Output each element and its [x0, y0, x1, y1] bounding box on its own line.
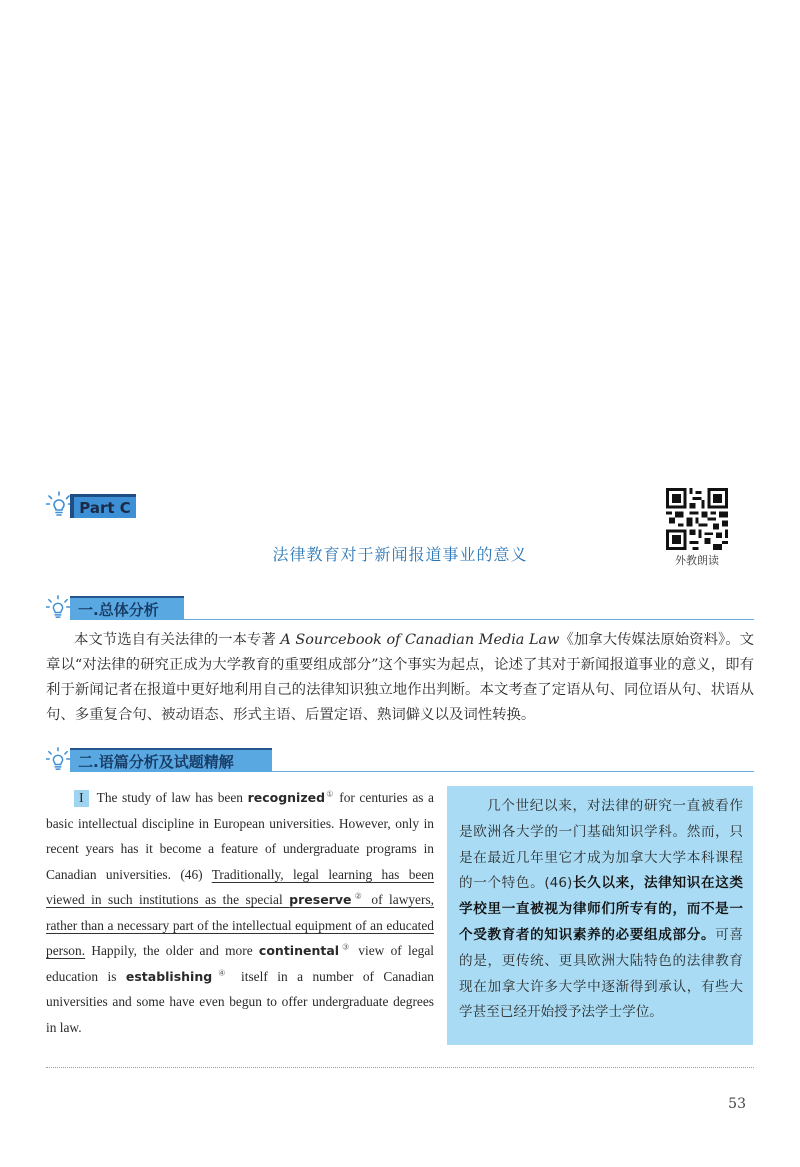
english-passage: [46, 785, 434, 1040]
section-divider: [184, 619, 754, 620]
section-heading-analysis: 二.语篇分析及试题精解: [70, 748, 272, 772]
keyword-recognized: recognized: [247, 790, 326, 805]
lightbulb-icon: [46, 491, 72, 517]
translation-box: [447, 786, 753, 1045]
translation-text: 几个世纪以来，对法律的研究一直被看作是欧洲各大学的一门基础知识学科。然而，只是在最近几年里它才成为加拿大大学本科课程的一个特色。(46): [459, 798, 743, 892]
underlined-text: Traditionally, legal learning has been viewed in such institutions as the special: [46, 866, 434, 907]
overview-text-rest: 《加拿大传媒法原始资料》。文章以“对法律的研究正成为大学教育的重要组成部分”这个事实为起点，论述了其对于新闻报道事业的意义，即有利于新闻记者在报道中更好地利用自己的法律知识独立地作出判断。本文考查了定语从句、同位语从句、状语从句、多重复合句、被动语态、形式主语、后置定语、熟词僻义以及词性转换。: [46, 632, 754, 723]
lightbulb-icon: [46, 595, 70, 619]
footnote-marker: ④: [212, 968, 232, 978]
footer-divider: [46, 1067, 754, 1068]
overview-text-start: 本文节选自有关法律的一本专著: [74, 632, 276, 648]
article-title: 法律教育对于新闻报道事业的意义: [272, 545, 528, 564]
qr-caption: 外教朗读: [675, 554, 719, 567]
part-label: Part C: [70, 494, 136, 518]
underlined-text: of lawyers, rather than a necessary part of the intellectual equipment of an educated person.: [46, 892, 435, 958]
passage-text: The study of law has been: [96, 790, 248, 805]
book-title: A Sourcebook of Canadian Media Law: [280, 632, 560, 648]
keyword-preserve: preserve: [289, 892, 352, 907]
qr-code[interactable]: [666, 488, 728, 550]
passage-text: itself in a number of Canadian universities and some have even begun to offer undergraduate degrees in law.: [46, 968, 434, 1035]
passage-text: Happily, the older and more: [85, 943, 259, 958]
footnote-marker: ③: [339, 942, 353, 952]
passage-text: view of legal education is: [46, 943, 435, 984]
section-heading-overview: 一.总体分析: [70, 596, 184, 620]
footnote-marker: ①: [325, 789, 335, 799]
keyword-continental: continental: [258, 943, 340, 958]
keyword-establishing: establishing: [125, 968, 213, 984]
paragraph-number: I: [74, 790, 89, 807]
passage-text: for centuries as a basic intellectual discipline in European universities. However, only in recent years has it become a feature of undergraduate programs in Canadian universities. (46): [46, 790, 435, 882]
overview-paragraph: [46, 628, 754, 728]
section-divider: [272, 771, 754, 772]
footnote-marker: ②: [351, 891, 365, 901]
translation-text: 可喜的是，更传统、更具欧洲大陆特色的法律教育现在加拿大许多大学中逐渐得到承认，有些大学甚至已经开始授予法学士学位。: [459, 926, 744, 1021]
page-number: 53: [728, 1096, 746, 1112]
translation-answer-46: 长久以来，法律知识在这类学校里一直被视为律师们所专有的，而不是一个受教育者的知识素养的必要组成部分。: [459, 875, 744, 943]
lightbulb-icon: [46, 747, 70, 771]
